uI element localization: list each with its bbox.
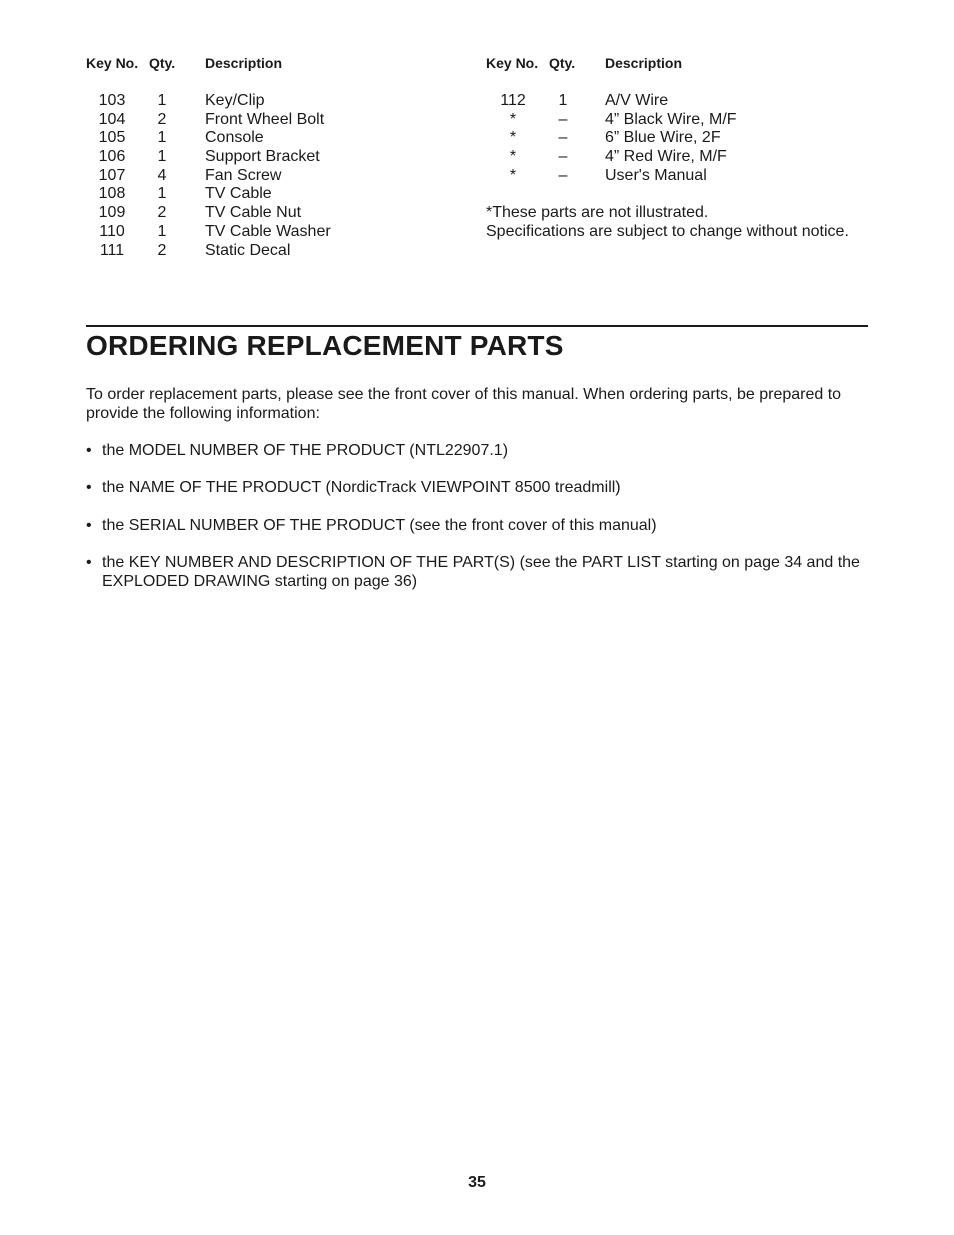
- table-row: 103 1 Key/Clip: [98, 92, 265, 109]
- table-row: 104 2 Front Wheel Bolt: [98, 110, 325, 128]
- bullet-icon: •: [86, 516, 92, 534]
- parts-notes: [486, 204, 886, 241]
- table-row: * – User's Manual: [509, 166, 707, 184]
- specifications-note: Specifications are subject to change without notice.: [486, 222, 849, 240]
- intro-paragraph: To order replacement parts, please see the front cover of this manual. When ordering parts, be prepared to provide the following information:: [86, 386, 842, 422]
- parts-list-header: [86, 55, 466, 73]
- parts-list-right-column: [486, 55, 886, 241]
- table-row: 110 1 TV Cable Washer: [99, 222, 331, 240]
- list-item: • the KEY NUMBER AND DESCRIPTION OF THE PART(S) (see the PART LIST starting on page 34 and the EXPLODED DRAWING starting on page 36): [86, 554, 860, 590]
- table-row: * – 6” Blue Wire, 2F: [509, 129, 721, 147]
- table-row: 105 1 Console: [98, 129, 264, 147]
- table-row: 107 4 Fan Screw: [98, 166, 282, 184]
- qty-header: Qty.: [549, 55, 576, 71]
- table-row: 108 1 TV Cable: [98, 185, 272, 203]
- table-row: 109 2 TV Cable Nut: [98, 204, 302, 222]
- parts-rows-right: [486, 92, 886, 185]
- section-title: ORDERING REPLACEMENT PARTS: [86, 330, 564, 361]
- description-header: Description: [605, 55, 683, 71]
- table-row: 106 1 Support Bracket: [98, 148, 320, 166]
- parts-rows-left: [86, 92, 466, 260]
- key-no-header: Key No.: [86, 55, 139, 71]
- table-row: * – 4” Red Wire, M/F: [509, 148, 727, 166]
- table-row: 112 1 A/V Wire: [500, 92, 669, 109]
- parts-list-left-column: [86, 55, 466, 260]
- not-illustrated-note: *These parts are not illustrated.: [486, 203, 709, 221]
- page-number: 35: [468, 1174, 486, 1191]
- list-item: • the SERIAL NUMBER OF THE PRODUCT (see the front cover of this manual): [86, 516, 657, 534]
- parts-list-header: [486, 55, 886, 73]
- list-item: • the MODEL NUMBER OF THE PRODUCT (NTL22907.1): [86, 442, 509, 459]
- table-row: * – 4” Black Wire, M/F: [509, 110, 737, 128]
- info-list: [86, 442, 876, 610]
- bullet-icon: •: [86, 479, 92, 497]
- description-header: Description: [205, 55, 283, 71]
- section-divider: [86, 325, 868, 327]
- bullet-icon: •: [86, 442, 92, 459]
- qty-header: Qty.: [149, 55, 176, 71]
- key-no-header: Key No.: [486, 55, 539, 71]
- list-item: • the NAME OF THE PRODUCT (NordicTrack VIEWPOINT 8500 treadmill): [86, 479, 621, 497]
- bullet-icon: •: [86, 554, 92, 572]
- table-row: 111 2 Static Decal: [99, 241, 291, 259]
